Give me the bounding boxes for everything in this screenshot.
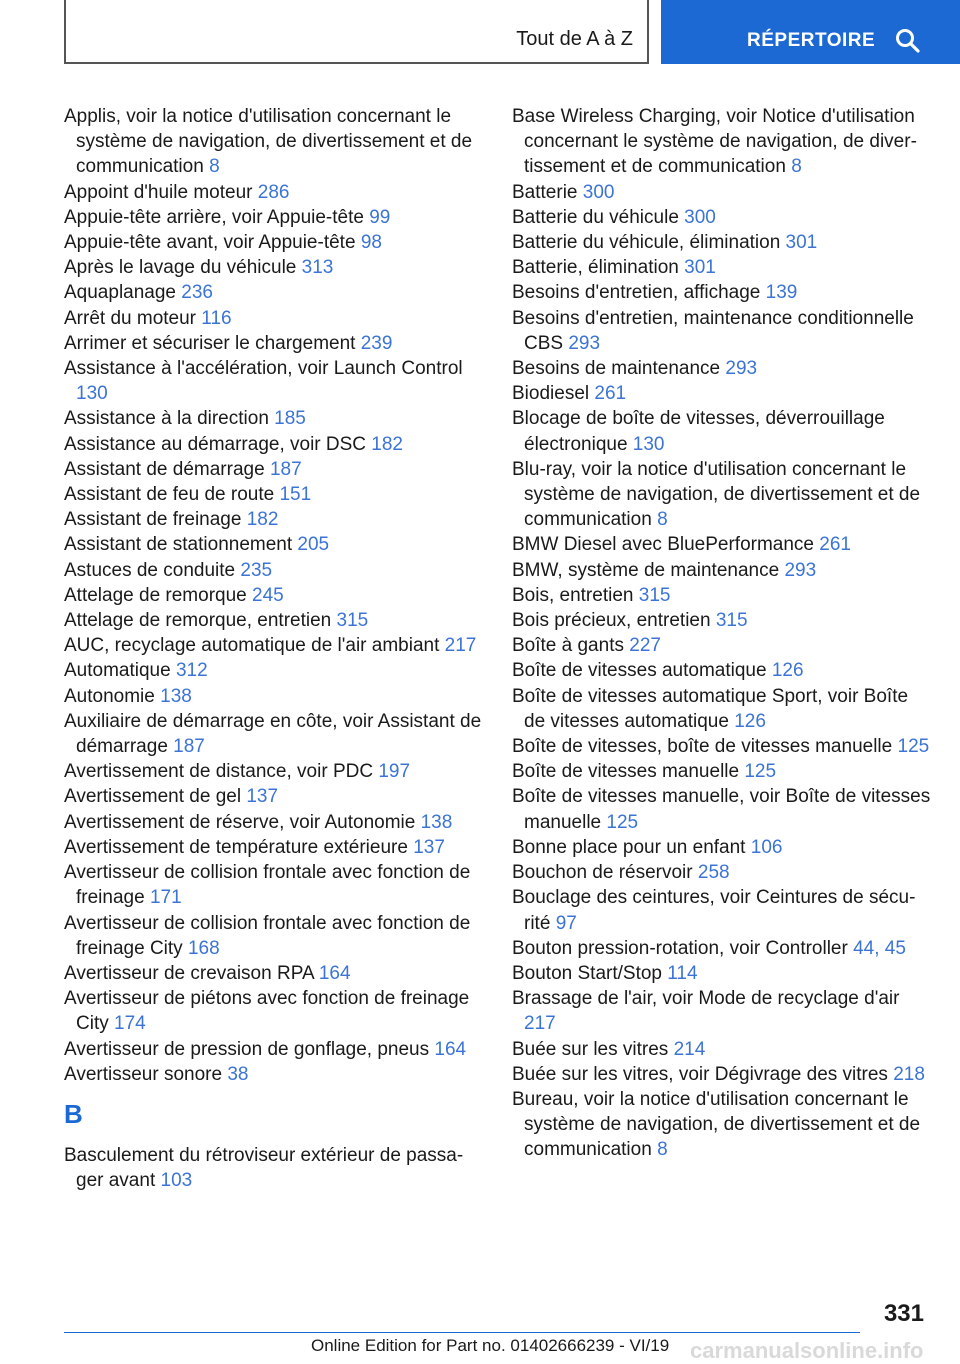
index-entry (512, 759, 932, 784)
index-entry (512, 860, 932, 885)
index-entry (512, 885, 932, 935)
page-link[interactable]: 97 (555, 912, 577, 934)
entry-text: Boîte de vitesses automatique (512, 660, 772, 682)
index-entry (64, 1037, 484, 1062)
index-column-left (64, 104, 484, 1193)
page-link[interactable]: 99 (369, 206, 391, 228)
page-link[interactable]: 106 (750, 836, 783, 858)
index-entry (512, 356, 932, 381)
index-entry (64, 482, 484, 507)
entry-text: Blu-ray, voir la notice d'utilisation concernant le système de navigation, de divertissement et de communication (512, 458, 921, 531)
entry-text: Besoins d'entretien, maintenance conditionnelle CBS (512, 307, 914, 354)
entry-text: Buée sur les vitres, voir Dégivrage des vitres (512, 1063, 894, 1085)
entry-text: Avertisseur de crevaison RPA (64, 962, 319, 984)
entry-text: Appuie-tête arrière, voir Appuie-tête (64, 206, 370, 228)
index-entry (64, 784, 484, 809)
entry-text: Autonomie (64, 685, 161, 707)
footer-divider (64, 1332, 860, 1333)
entry-text: Base Wireless Charging, voir Notice d'utilisation concernant le système de navigation, de divertissement et de communication (512, 106, 917, 178)
entry-text: Bouchon de réservoir (512, 862, 698, 884)
entry-text: Arrimer et sécuriser le chargement (64, 332, 361, 354)
index-entry (64, 608, 484, 633)
page-link[interactable]: 217 (524, 1013, 556, 1035)
entry-text: Batterie (512, 181, 583, 203)
page-link[interactable]: 312 (175, 660, 208, 682)
page-link[interactable]: 313 (301, 257, 334, 279)
entry-text: Avertisseur de collision frontale avec fonction de freinage (64, 862, 471, 909)
entry-text: Boîte de vitesses manuelle (512, 761, 745, 783)
page-link[interactable]: 293 (725, 358, 758, 380)
entry-text: Basculement du rétroviseur extérieur de passager avant (64, 1144, 464, 1192)
page-link[interactable]: 300 (684, 206, 716, 228)
index-entry (64, 432, 484, 457)
entry-text: Biodiesel (512, 383, 595, 405)
page-link[interactable]: 44, 45 (853, 937, 906, 959)
page-link[interactable]: 258 (697, 862, 730, 884)
entry-text: Avertisseur sonore (64, 1063, 228, 1085)
entry-text: Bureau, voir la notice d'utilisation concernant le système de navigation, de divertissement et de communication (512, 1088, 921, 1161)
page-link[interactable]: 174 (114, 1013, 146, 1035)
index-entry (64, 759, 484, 784)
page-link[interactable]: 164 (434, 1038, 467, 1060)
watermark: carmanualsonline.info (690, 1338, 924, 1363)
page-link[interactable]: 315 (715, 610, 748, 632)
page-link[interactable]: 286 (257, 181, 290, 203)
entry-text: Automatique (64, 660, 176, 682)
entry-text: Batterie, élimination (512, 257, 685, 279)
section-letter: B (64, 1098, 83, 1129)
page-link[interactable]: 126 (771, 660, 804, 682)
page-link[interactable]: 293 (568, 332, 601, 354)
page-link[interactable]: 187 (173, 736, 205, 758)
index-entry (64, 583, 484, 608)
edition-text: Online Edition for Part no. 01402666239 - VI/19 (311, 1336, 670, 1355)
entry-list-b-continued (512, 104, 932, 1163)
index-entry (64, 280, 484, 305)
page-link[interactable]: 8 (209, 156, 220, 178)
index-entry (64, 684, 484, 709)
page-link[interactable]: 315 (336, 610, 369, 632)
page-link[interactable]: 214 (673, 1038, 706, 1060)
entry-text: Attelage de remorque, entretien (64, 610, 337, 632)
page-link[interactable]: 218 (893, 1063, 925, 1085)
page-link[interactable]: 126 (734, 710, 766, 732)
page-link[interactable]: 38 (227, 1063, 249, 1085)
index-entry (512, 1087, 932, 1163)
entry-list-b (64, 1143, 484, 1193)
entry-text: Besoins d'entretien, affichage (512, 282, 766, 304)
entry-text: Assistance au démarrage, voir DSC (64, 433, 372, 455)
page-link[interactable]: 185 (274, 408, 306, 430)
page-link[interactable]: 293 (784, 559, 817, 581)
page-link[interactable]: 171 (149, 887, 182, 909)
entry-text: Bouton Start/Stop (512, 962, 668, 984)
index-entry (512, 104, 932, 180)
index-entry (64, 961, 484, 986)
index-entry (64, 658, 484, 683)
entry-text: Besoins de maintenance (512, 358, 726, 380)
index-entry (64, 255, 484, 280)
page-number: 331 (883, 1300, 924, 1327)
page-link[interactable]: 205 (297, 534, 330, 556)
entry-text: Avertissement de gel (64, 786, 247, 808)
entry-text: Applis, voir la notice d'utilisation concernant le système de navigation, de divertissement et de communication (64, 106, 473, 178)
index-entry (512, 180, 932, 205)
index-entry (64, 633, 484, 658)
index-entry (512, 406, 932, 456)
page-link[interactable]: 315 (638, 584, 671, 606)
page-link[interactable]: 137 (246, 786, 279, 808)
index-entry (64, 911, 484, 961)
index-entry (64, 457, 484, 482)
entry-text: Boîte de vitesses manuelle, voir Boîte de vitesses manuelle (512, 786, 931, 833)
index-entry (512, 936, 932, 961)
entry-text: Boîte de vitesses automatique Sport, voir Boîte de vitesses automatique (512, 685, 909, 732)
entry-text: Assistance à la direction (64, 408, 275, 430)
entry-text: Assistant de stationnement (64, 534, 298, 556)
entry-text: Bois, entretien (512, 584, 639, 606)
page-link[interactable]: 8 (657, 509, 668, 531)
entry-text: BMW, système de maintenance (512, 559, 785, 581)
index-entry (512, 986, 932, 1036)
index-tab[interactable] (661, 0, 960, 64)
page-link[interactable]: 116 (201, 307, 232, 329)
page-link[interactable]: 301 (684, 257, 716, 279)
page-link[interactable]: 137 (413, 836, 445, 858)
page-link[interactable]: 235 (240, 559, 273, 581)
entry-text: Bouton pression-rotation, voir Controller (512, 937, 854, 959)
index-entry (64, 507, 484, 532)
entry-text: Aquaplanage (64, 282, 182, 304)
entry-text: Boîte à gants (512, 635, 630, 657)
index-label: RÉPERTOIRE (747, 30, 876, 51)
index-entry (512, 658, 932, 683)
page-link[interactable]: 164 (318, 962, 351, 984)
page-link[interactable]: 182 (246, 509, 279, 531)
page-link[interactable]: 98 (360, 232, 382, 254)
entry-text: Avertissement de réserve, voir Autonomie (64, 811, 421, 833)
index-entry (64, 558, 484, 583)
index-entry (512, 205, 932, 230)
index-entry (64, 1062, 484, 1087)
page-link[interactable]: 227 (629, 635, 661, 657)
index-entry (64, 1143, 484, 1193)
page-link[interactable]: 168 (187, 937, 220, 959)
index-entry (512, 1062, 932, 1087)
page-link[interactable]: 301 (785, 232, 818, 254)
index-entry (64, 709, 484, 759)
index-entry (64, 230, 484, 255)
index-entry (512, 280, 932, 305)
entry-text: Arrêt du moteur (64, 307, 202, 329)
index-entry (64, 860, 484, 910)
index-entry (64, 356, 484, 406)
index-entry (512, 583, 932, 608)
page-link[interactable]: 236 (181, 282, 213, 304)
section-title: Tout de A à Z (516, 28, 633, 50)
entry-text: Batterie du véhicule (512, 206, 685, 228)
index-entry (64, 306, 484, 331)
page-link[interactable]: 125 (606, 811, 639, 833)
entry-text: Brassage de l'air, voir Mode de recyclage d'air (512, 988, 900, 1010)
index-entry (512, 558, 932, 583)
page-link[interactable]: 261 (819, 534, 851, 556)
index-entry (512, 532, 932, 557)
page-link[interactable]: 130 (76, 383, 108, 405)
page-link[interactable]: 103 (160, 1170, 193, 1192)
entry-text: Assistant de démarrage (64, 458, 270, 480)
entry-text: Bouclage des ceintures, voir Ceintures de sécurité (512, 887, 916, 934)
page-link[interactable]: 138 (420, 811, 453, 833)
page-link[interactable]: 139 (765, 282, 798, 304)
index-entry (512, 633, 932, 658)
entry-text: Avertissement de température extérieure (64, 836, 414, 858)
page-link[interactable]: 300 (582, 181, 615, 203)
entry-text: Bonne place pour un enfant (512, 836, 751, 858)
entry-text: Appoint d'huile moteur (64, 181, 258, 203)
index-entry (512, 684, 932, 734)
page-link[interactable]: 197 (378, 761, 411, 783)
entry-text: Avertissement de distance, voir PDC (64, 761, 379, 783)
index-entry (512, 784, 932, 834)
page-link[interactable]: 130 (632, 433, 665, 455)
page-link[interactable]: 114 (667, 962, 698, 984)
index-entry (512, 1037, 932, 1062)
entry-text: Attelage de remorque (64, 584, 253, 606)
entry-text: Assistant de feu de route (64, 484, 280, 506)
index-entry (512, 457, 932, 533)
index-entry (512, 255, 932, 280)
page-link[interactable]: 8 (791, 156, 802, 178)
page-link[interactable]: 239 (360, 332, 393, 354)
entry-text: Bois précieux, entretien (512, 610, 716, 632)
index-entry (512, 835, 932, 860)
index-entry (64, 986, 484, 1036)
index-column-right (512, 104, 932, 1163)
entry-text: Buée sur les vitres (512, 1038, 674, 1060)
index-entry (64, 532, 484, 557)
index-entry (512, 306, 932, 356)
page-link[interactable]: 125 (897, 736, 930, 758)
page-link[interactable]: 245 (252, 584, 284, 606)
entry-text: Avertisseur de collision frontale avec fonction de freinage City (64, 912, 471, 959)
entry-text: Blocage de boîte de vitesses, déverrouillage électronique (512, 408, 885, 455)
index-entry (64, 810, 484, 835)
index-entry (512, 608, 932, 633)
entry-text: Avertisseur de piétons avec fonction de freinage City (64, 988, 470, 1035)
entry-text: AUC, recyclage automatique de l'air ambiant (64, 635, 445, 657)
entry-text: Avertisseur de pression de gonflage, pneus (64, 1038, 435, 1060)
entry-text: Auxiliaire de démarrage en côte, voir Assistant de démarrage (64, 710, 482, 758)
entry-list-a (64, 104, 484, 1087)
header-section-tab[interactable] (64, 0, 649, 64)
index-entry (512, 381, 932, 406)
index-entry (512, 230, 932, 255)
page-link[interactable]: 125 (744, 761, 777, 783)
search-icon[interactable] (895, 28, 921, 54)
page-link[interactable]: 8 (657, 1139, 668, 1161)
page-link[interactable]: 138 (160, 685, 192, 707)
index-entry (64, 205, 484, 230)
entry-text: Après le lavage du véhicule (64, 257, 302, 279)
page-link[interactable]: 261 (594, 383, 627, 405)
index-entry (64, 104, 484, 180)
index-entry (512, 734, 932, 759)
index-entry (64, 406, 484, 431)
page-link[interactable]: 182 (371, 433, 403, 455)
index-entry (64, 835, 484, 860)
entry-text: Batterie du véhicule, élimination (512, 232, 786, 254)
entry-text: Boîte de vitesses, boîte de vitesses manuelle (512, 736, 898, 758)
index-entry (64, 180, 484, 205)
index-entry (64, 331, 484, 356)
entry-text: Appuie-tête avant, voir Appuie-tête (64, 232, 361, 254)
entry-text: Assistance à l'accélération, voir Launch Control (64, 358, 463, 380)
entry-text: Astuces de conduite (64, 559, 241, 581)
entry-text: BMW Diesel avec BluePerformance (512, 534, 820, 556)
entry-text: Assistant de freinage (64, 509, 247, 531)
page-link[interactable]: 187 (269, 458, 302, 480)
page-link[interactable]: 151 (279, 484, 312, 506)
page-link[interactable]: 217 (444, 635, 477, 657)
index-entry (512, 961, 932, 986)
